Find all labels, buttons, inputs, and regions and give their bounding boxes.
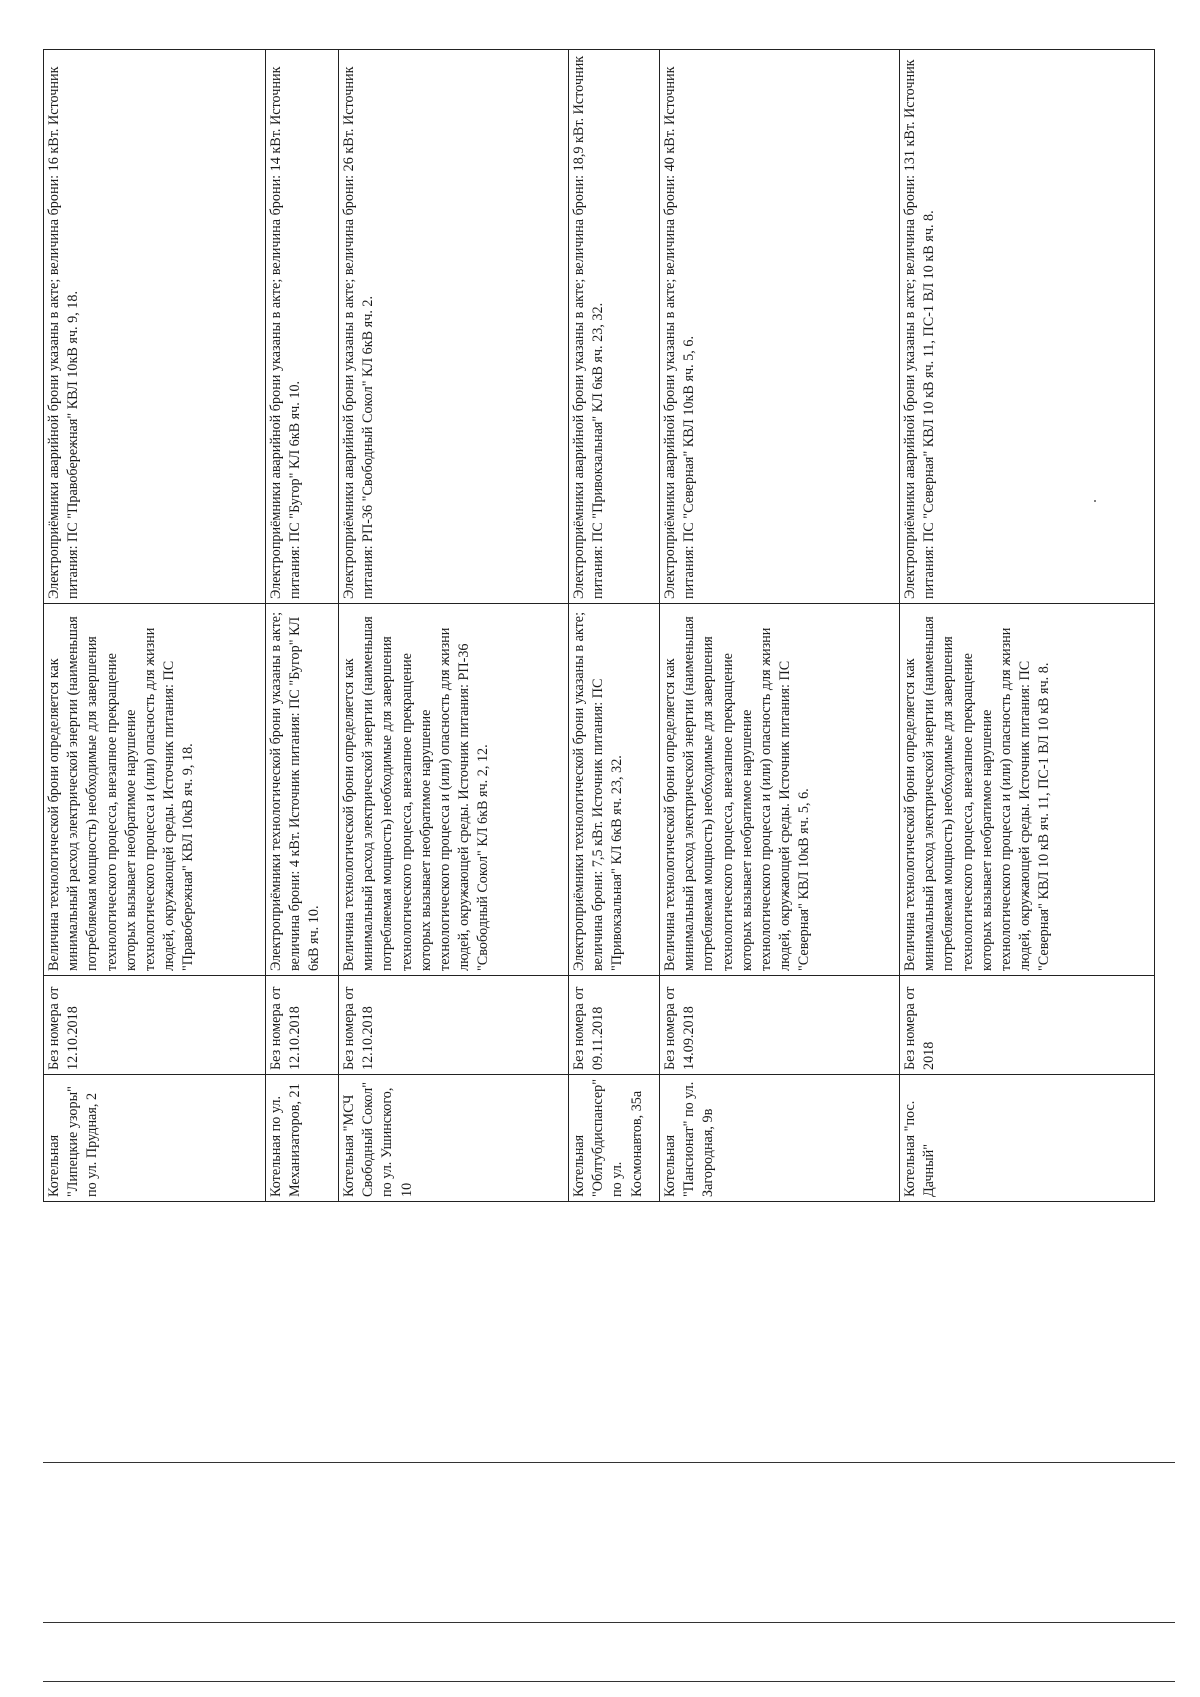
technological-reserve-cell: Величина технологической брони определяется как минимальный расход электрической энергии (наименьшая потребляемая мощность) необходимые для завершения технологического процесса, внезапное прекращение которых вызывает необратимое нарушение технологического процесса и (или) опасность для жизни людей, окружающей среды. Источник питания: ПС "Северная" КВЛ 10кВ яч. 5, 6. [660,604,900,976]
rotated-table-sheet [43,50,1161,1202]
emergency-reserve-cell: Электроприёмники аварийной брони указаны в акте; величина брони: 131 кВт. Источник питания: ПС "Северная" КВЛ 10 кВ яч. 11, ПС-1 ВЛ 10 кВ яч. 8. [900,50,1155,604]
boiler-name-cell: Котельная "Липецкие узоры" по ул. Прудная, 2 [44,1075,266,1202]
technological-reserve-cell: Электроприёмники технологической брони указаны в акте; величина брони: 7,5 кВт. Источник питания: ПС "Привокзальная" КЛ 6кВ яч. 23, 32. [569,604,660,976]
emergency-reserve-cell: Электроприёмники аварийной брони указаны в акте; величина брони: 16 кВт. Источник питания: ПС "Правобережная" КВЛ 10кВ яч. 9, 18. [44,50,266,604]
act-number-cell: Без номера от 09.11.2018 [569,976,660,1075]
divider-line [43,1622,1175,1623]
table-row [44,50,266,1202]
technological-reserve-cell: Величина технологической брони определяется как минимальный расход электрической энергии (наименьшая потребляемая мощность) необходимые для завершения технологического процесса, внезапное прекращение которых вызывает необратимое нарушение технологического процесса и (или) опасность для жизни людей, окружающей среды. Источник питания: ПС "Правобережная" КВЛ 10кВ яч. 9, 18. [44,604,266,976]
act-number-cell: Без номера от 12.10.2018 [339,976,569,1075]
technological-reserve-cell: Величина технологической брони определяется как минимальный расход электрической энергии (наименьшая потребляемая мощность) необходимые для завершения технологического процесса, внезапное прекращение которых вызывает необратимое нарушение технологического процесса и (или) опасность для жизни людей, окружающей среды. Источник питания: РП-36 "Свободный Сокол" КЛ 6кВ яч. 2, 12. [339,604,569,976]
act-number-cell: Без номера от 12.10.2018 [44,976,266,1075]
table-row [339,50,569,1202]
boiler-name-cell: Котельная "пос. Дачный" [900,1075,1155,1202]
emergency-reserve-cell: Электроприёмники аварийной брони указаны в акте; величина брони: 14 кВт. Источник питания: ПС "Бугор" КЛ 6кВ яч. 10. [266,50,339,604]
table-row [266,50,339,1202]
boiler-name-cell: Котельная "Облтубдиспансер" по ул. Космонавтов, 35а [569,1075,660,1202]
boiler-name-cell: Котельная по ул. Механизаторов, 21 [266,1075,339,1202]
technological-reserve-cell: Электроприёмники технологической брони указаны в акте; величина брони: 4 кВт. Источник питания: ПС "Бугор" КЛ 6кВ яч. 10. [266,604,339,976]
scan-speck [1094,500,1096,502]
table-row [569,50,660,1202]
boiler-name-cell: Котельная "Пансионат" по ул. Загородная, 9в [660,1075,900,1202]
divider-line [43,1462,1175,1463]
act-number-cell: Без номера от 14.09.2018 [660,976,900,1075]
table-row [660,50,900,1202]
act-number-cell: Без номера от 2018 [900,976,1155,1075]
emergency-reserve-cell: Электроприёмники аварийной брони указаны в акте; величина брони: 18,9 кВт. Источник питания: ПС "Привокзальная" КЛ 6кВ яч. 23, 32. [569,50,660,604]
table-row [900,50,1155,1202]
emergency-reserve-cell: Электроприёмники аварийной брони указаны в акте; величина брони: 40 кВт. Источник питания: ПС "Северная" КВЛ 10кВ яч. 5, 6. [660,50,900,604]
technological-reserve-cell: Величина технологической брони определяется как минимальный расход электрической энергии (наименьшая потребляемая мощность) необходимые для завершения технологического процесса, внезапное прекращение которых вызывает необратимое нарушение технологического процесса и (или) опасность для жизни людей, окружающей среды. Источник питания: ПС "Северная" КВЛ 10 кВ яч. 11, ПС-1 ВЛ 10 кВ яч. 8. [900,604,1155,976]
divider-line [43,1681,1175,1682]
reservation-acts-table [43,49,1155,1202]
boiler-name-cell: Котельная "МСЧ Свободный Сокол" по ул. Ушинского, 10 [339,1075,569,1202]
emergency-reserve-cell: Электроприёмники аварийной брони указаны в акте; величина брони: 26 кВт. Источник питания: РП-36 "Свободный Сокол" КЛ 6кВ яч. 2. [339,50,569,604]
act-number-cell: Без номера от 12.10.2018 [266,976,339,1075]
